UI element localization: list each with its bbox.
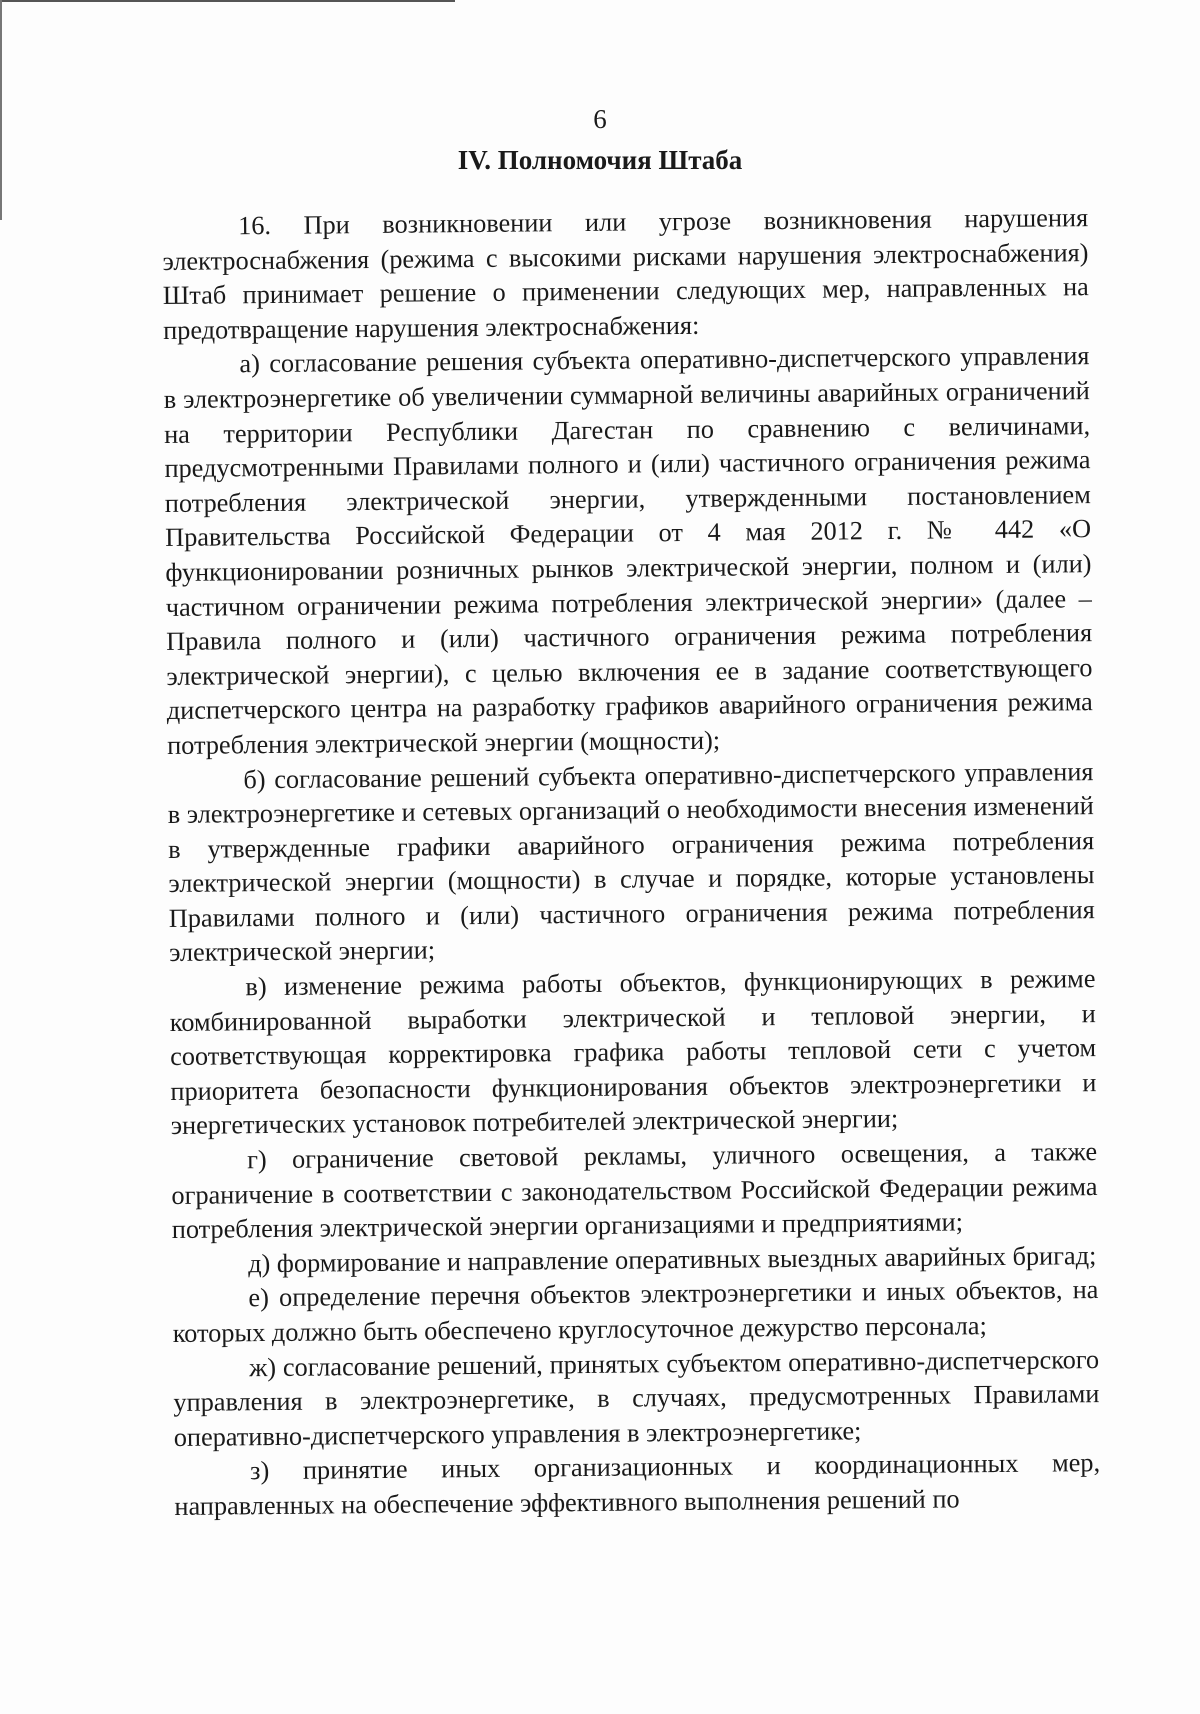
paragraph-16: 16. При возникновении или угрозе возникновения нарушения электроснабжения (режима с высокими рисками нарушения электроснабжения) Штаб принимает решение о применении следующих мер, направленных на предотвращение нарушения электроснабжения: <box>162 203 1089 345</box>
paragraph-item-g: г) ограничение световой рекламы, уличного освещения, а также ограничение в соответствии с законодательством Российской Федерации режима потребления электрической энергии организациями и предприятиями; <box>171 1137 1098 1245</box>
section-title: IV. Полномочия Штаба <box>457 145 743 175</box>
paragraph-item-d: д) формирование и направление оперативных выездных аварийных бригад; <box>247 1240 1097 1279</box>
paragraph-item-b: б) согласование решений субъекта оперативно-диспетчерского управления в электроэнергетике и сетевых организаций о необходимости внесения изменений в утвержденные графики аварийного ограничения режима потребления электрической энергии (мощности) в случае и порядке, которые установлены Правилами полного и (или) частичного ограничения режима потребления электрической энергии; <box>167 756 1095 968</box>
page-number: 6 <box>593 104 607 134</box>
paragraph-item-e: е) определение перечня объектов электроэнергетики и иных объектов, на которых должно быть обеспечено круглосуточное дежурство персонала; <box>172 1275 1099 1348</box>
scan-edge-top <box>0 0 455 2</box>
paragraph-item-v: в) изменение режима работы объектов, функционирующих в режиме комбинированной выработки электрической и тепловой энергии, и соответствующая корректировка графика работы тепловой сети с учетом приоритета безопасности функционирования объектов электроэнергетики и энергетических установок потребителей электрической энергии; <box>169 964 1097 1141</box>
document-body <box>162 201 1101 1524</box>
paragraph-item-a: а) согласование решения субъекта оперативно-диспетчерского управления в электроэнергетике об увеличении суммарной величины аварийных ограничений на территории Республики Дагестан по сравнению с величинами, предусмотренными Правилами полного и (или) частичного ограничения режима потребления электрической энергии, утвержденными постановлением Правительства Российской Федерации от 4 мая 2012 г. № 442 «О функционировании розничных рынков электрической энергии, полном и (или) частичном ограничении режима потребления электрической энергии» (далее – Правила полного и (или) частичного ограничения режима потребления электрической энергии), с целью включения ее в задание соответствующего диспетчерского центра на разработку графиков аварийного ограничения режима потребления электрической энергии (мощности); <box>163 341 1093 760</box>
paragraph-item-zh: ж) согласование решений, принятых субъектом оперативно-диспетчерского управления в электроэнергетике, в случаях, предусмотренных Правилами оперативно-диспетчерского управления в электроэнергетике; <box>173 1344 1100 1452</box>
paragraph-item-z: з) принятие иных организационных и координационных мер, направленных на обеспечение эффективного выполнения решений по <box>174 1448 1101 1521</box>
